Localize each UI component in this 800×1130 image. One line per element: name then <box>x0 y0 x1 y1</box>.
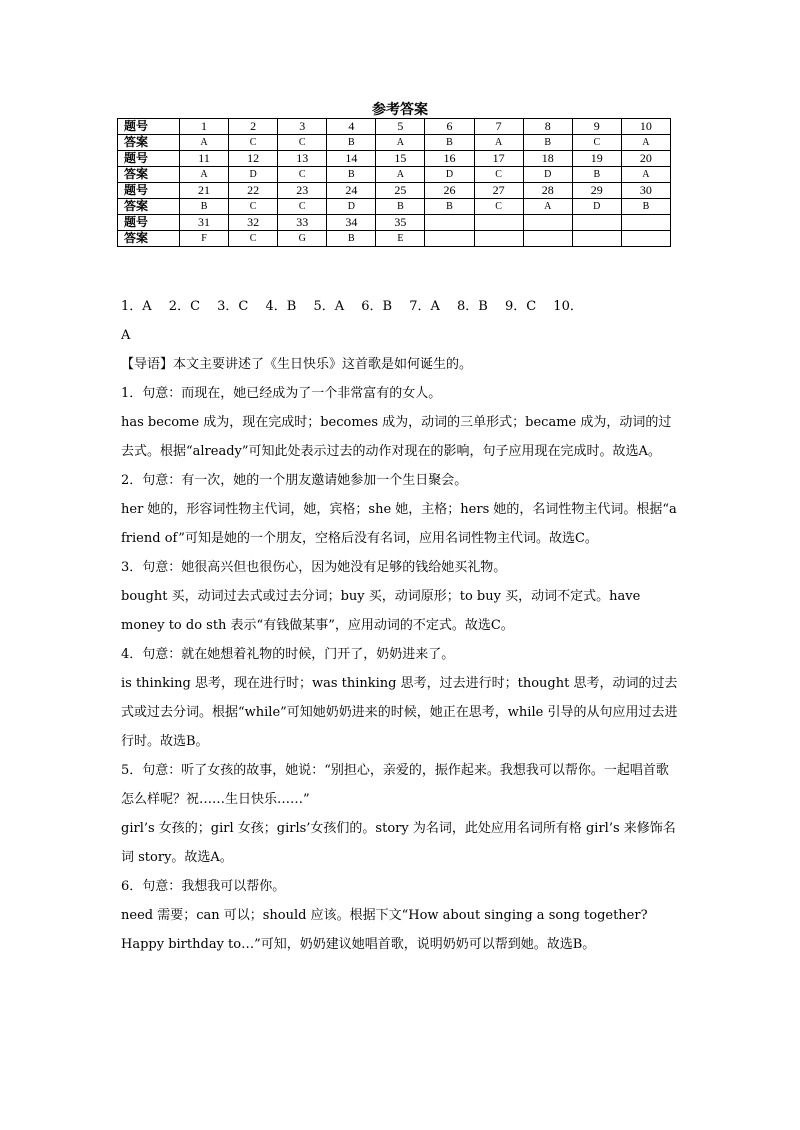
question-number-cell <box>425 215 474 231</box>
answer-cell: A <box>621 135 670 151</box>
answer-cell: B <box>327 135 376 151</box>
question-number-cell: 17 <box>474 151 523 167</box>
explanation-paragraph: 4．句意：就在她想着礼物的时候，门开了，奶奶进来了。 <box>121 647 455 662</box>
question-number-cell: 3 <box>278 119 327 135</box>
question-number-cell: 26 <box>425 183 474 199</box>
question-number-cell <box>474 215 523 231</box>
answer-cell: B <box>425 135 474 151</box>
answer-cell: C <box>278 135 327 151</box>
question-number-cell: 24 <box>327 183 376 199</box>
answer-cell: C <box>474 167 523 183</box>
answer-cell: A <box>621 167 670 183</box>
question-number-cell: 34 <box>327 215 376 231</box>
explanation-paragraph: 5．句意：听了女孩的故事，她说：“别担心，亲爱的，振作起来。我想我可以帮你。一起唱首歌怎么样呢？祝……生日快乐……” <box>121 763 669 807</box>
answer-cell: C <box>229 231 278 247</box>
answer-row <box>118 231 671 247</box>
question-number-cell: 1 <box>180 119 229 135</box>
answer-cell: A <box>180 135 229 151</box>
question-number-label: 题号 <box>118 215 180 231</box>
question-number-cell: 11 <box>180 151 229 167</box>
question-number-cell: 14 <box>327 151 376 167</box>
answer-cell <box>425 231 474 247</box>
answer-cell: B <box>327 167 376 183</box>
question-number-cell: 25 <box>376 183 425 199</box>
question-number-cell: 10 <box>621 119 670 135</box>
answer-cell: B <box>572 167 621 183</box>
answer-row <box>118 135 671 151</box>
question-number-cell: 28 <box>523 183 572 199</box>
question-number-cell <box>621 215 670 231</box>
explanation-paragraph: is thinking 思考，现在进行时；was thinking 思考，过去进行时；thought 思考，动词的过去式或过去分词。根据“while”可知她奶奶进来的时候，她正在思考，while 引导的从句应用过去进行时。故选B。 <box>121 676 678 749</box>
question-number-cell: 18 <box>523 151 572 167</box>
explanation-paragraph: need 需要；can 可以；should 应该。根据下文“How about singing a song together? Happy birthday to…”可知，奶奶建议她唱首歌，说明奶奶可以帮到她。故选B。 <box>121 908 648 952</box>
answer-row <box>118 199 671 215</box>
answer-cell: D <box>327 199 376 215</box>
answer-cell: F <box>180 231 229 247</box>
answer-cell: E <box>376 231 425 247</box>
question-number-label: 题号 <box>118 151 180 167</box>
explanation-paragraph: 2．句意：有一次，她的一个朋友邀请她参加一个生日聚会。 <box>121 473 468 488</box>
explanation-paragraph: 3．句意：她很高兴但也很伤心，因为她没有足够的钱给她买礼物。 <box>121 560 507 575</box>
explanation-paragraph: 【导语】本文主要讲述了《生日快乐》这首歌是如何诞生的。 <box>121 357 473 372</box>
answer-cell: C <box>474 199 523 215</box>
question-number-cell: 27 <box>474 183 523 199</box>
question-number-cell: 32 <box>229 215 278 231</box>
answer-cell: A <box>474 135 523 151</box>
answer-cell: B <box>425 199 474 215</box>
answer-cell: C <box>229 199 278 215</box>
question-number-label: 题号 <box>118 183 180 199</box>
question-number-cell: 29 <box>572 183 621 199</box>
question-number-row <box>118 119 671 135</box>
question-number-cell: 19 <box>572 151 621 167</box>
question-number-cell: 15 <box>376 151 425 167</box>
answer-summary-line: 1．A 2．C 3．C 4．B 5．A 6．B 7．A 8．B 9．C 10． <box>121 299 583 314</box>
question-number-row <box>118 151 671 167</box>
answer-cell: A <box>180 167 229 183</box>
answer-label: 答案 <box>118 199 180 215</box>
answer-cell: A <box>376 135 425 151</box>
answer-cell: B <box>621 199 670 215</box>
question-number-row <box>118 183 671 199</box>
explanation-paragraph: her 她的，形容词性物主代词，她，宾格；she 她，主格；hers 她的，名词性物主代词。根据“a friend of”可知是她的一个朋友，空格后没有名词，应用名词性物主代词。故选C。 <box>121 502 677 546</box>
question-number-cell: 4 <box>327 119 376 135</box>
explanation-body <box>121 292 681 959</box>
answer-cell: C <box>278 199 327 215</box>
question-number-cell: 30 <box>621 183 670 199</box>
question-number-cell: 20 <box>621 151 670 167</box>
answer-cell: C <box>572 135 621 151</box>
question-number-cell: 12 <box>229 151 278 167</box>
question-number-cell: 2 <box>229 119 278 135</box>
answer-cell <box>474 231 523 247</box>
question-number-cell: 8 <box>523 119 572 135</box>
question-number-cell: 23 <box>278 183 327 199</box>
answer-label: 答案 <box>118 135 180 151</box>
answer-summary-line-cont: A <box>121 328 131 343</box>
explanation-paragraph: 1．句意：而现在，她已经成为了一个非常富有的女人。 <box>121 386 442 401</box>
answer-cell: D <box>229 167 278 183</box>
page-title: 参考答案 <box>372 102 428 118</box>
question-number-cell: 9 <box>572 119 621 135</box>
question-number-cell: 6 <box>425 119 474 135</box>
answer-cell: B <box>523 135 572 151</box>
question-number-cell: 35 <box>376 215 425 231</box>
answer-label: 答案 <box>118 231 180 247</box>
answer-label: 答案 <box>118 167 180 183</box>
question-number-row <box>118 215 671 231</box>
answer-cell: D <box>425 167 474 183</box>
answer-cell: A <box>376 167 425 183</box>
question-number-cell: 33 <box>278 215 327 231</box>
question-number-cell: 16 <box>425 151 474 167</box>
answer-cell: C <box>229 135 278 151</box>
answer-cell: B <box>327 231 376 247</box>
answer-cell: C <box>278 167 327 183</box>
question-number-cell: 7 <box>474 119 523 135</box>
answer-cell <box>523 231 572 247</box>
question-number-cell: 22 <box>229 183 278 199</box>
answer-table <box>117 118 671 247</box>
answer-row <box>118 167 671 183</box>
question-number-cell: 21 <box>180 183 229 199</box>
answer-cell <box>621 231 670 247</box>
explanation-paragraph: has become 成为，现在完成时；becomes 成为，动词的三单形式；became 成为，动词的过去式。根据“already”可知此处表示过去的动作对现在的影响，句子应用现在完成时。故选A。 <box>121 415 672 459</box>
answer-cell: A <box>523 199 572 215</box>
answer-cell: D <box>572 199 621 215</box>
explanation-paragraph: bought 买，动词过去式或过去分词；buy 买，动词原形；to buy 买，动词不定式。have money to do sth 表示“有钱做某事”，应用动词的不定式。故选C。 <box>121 589 641 633</box>
question-number-cell: 31 <box>180 215 229 231</box>
answer-cell: B <box>180 199 229 215</box>
question-number-cell <box>523 215 572 231</box>
explanation-paragraph: girl’s 女孩的；girl 女孩；girls’女孩们的。story 为名词，此处应用名词所有格 girl’s 来修饰名词 story。故选A。 <box>121 821 676 865</box>
answer-cell: D <box>523 167 572 183</box>
question-number-cell <box>572 215 621 231</box>
answer-cell: B <box>376 199 425 215</box>
explanation-paragraph: 6．句意：我想我可以帮你。 <box>121 879 286 894</box>
question-number-cell: 13 <box>278 151 327 167</box>
answer-cell: G <box>278 231 327 247</box>
question-number-label: 题号 <box>118 119 180 135</box>
answer-cell <box>572 231 621 247</box>
question-number-cell: 5 <box>376 119 425 135</box>
